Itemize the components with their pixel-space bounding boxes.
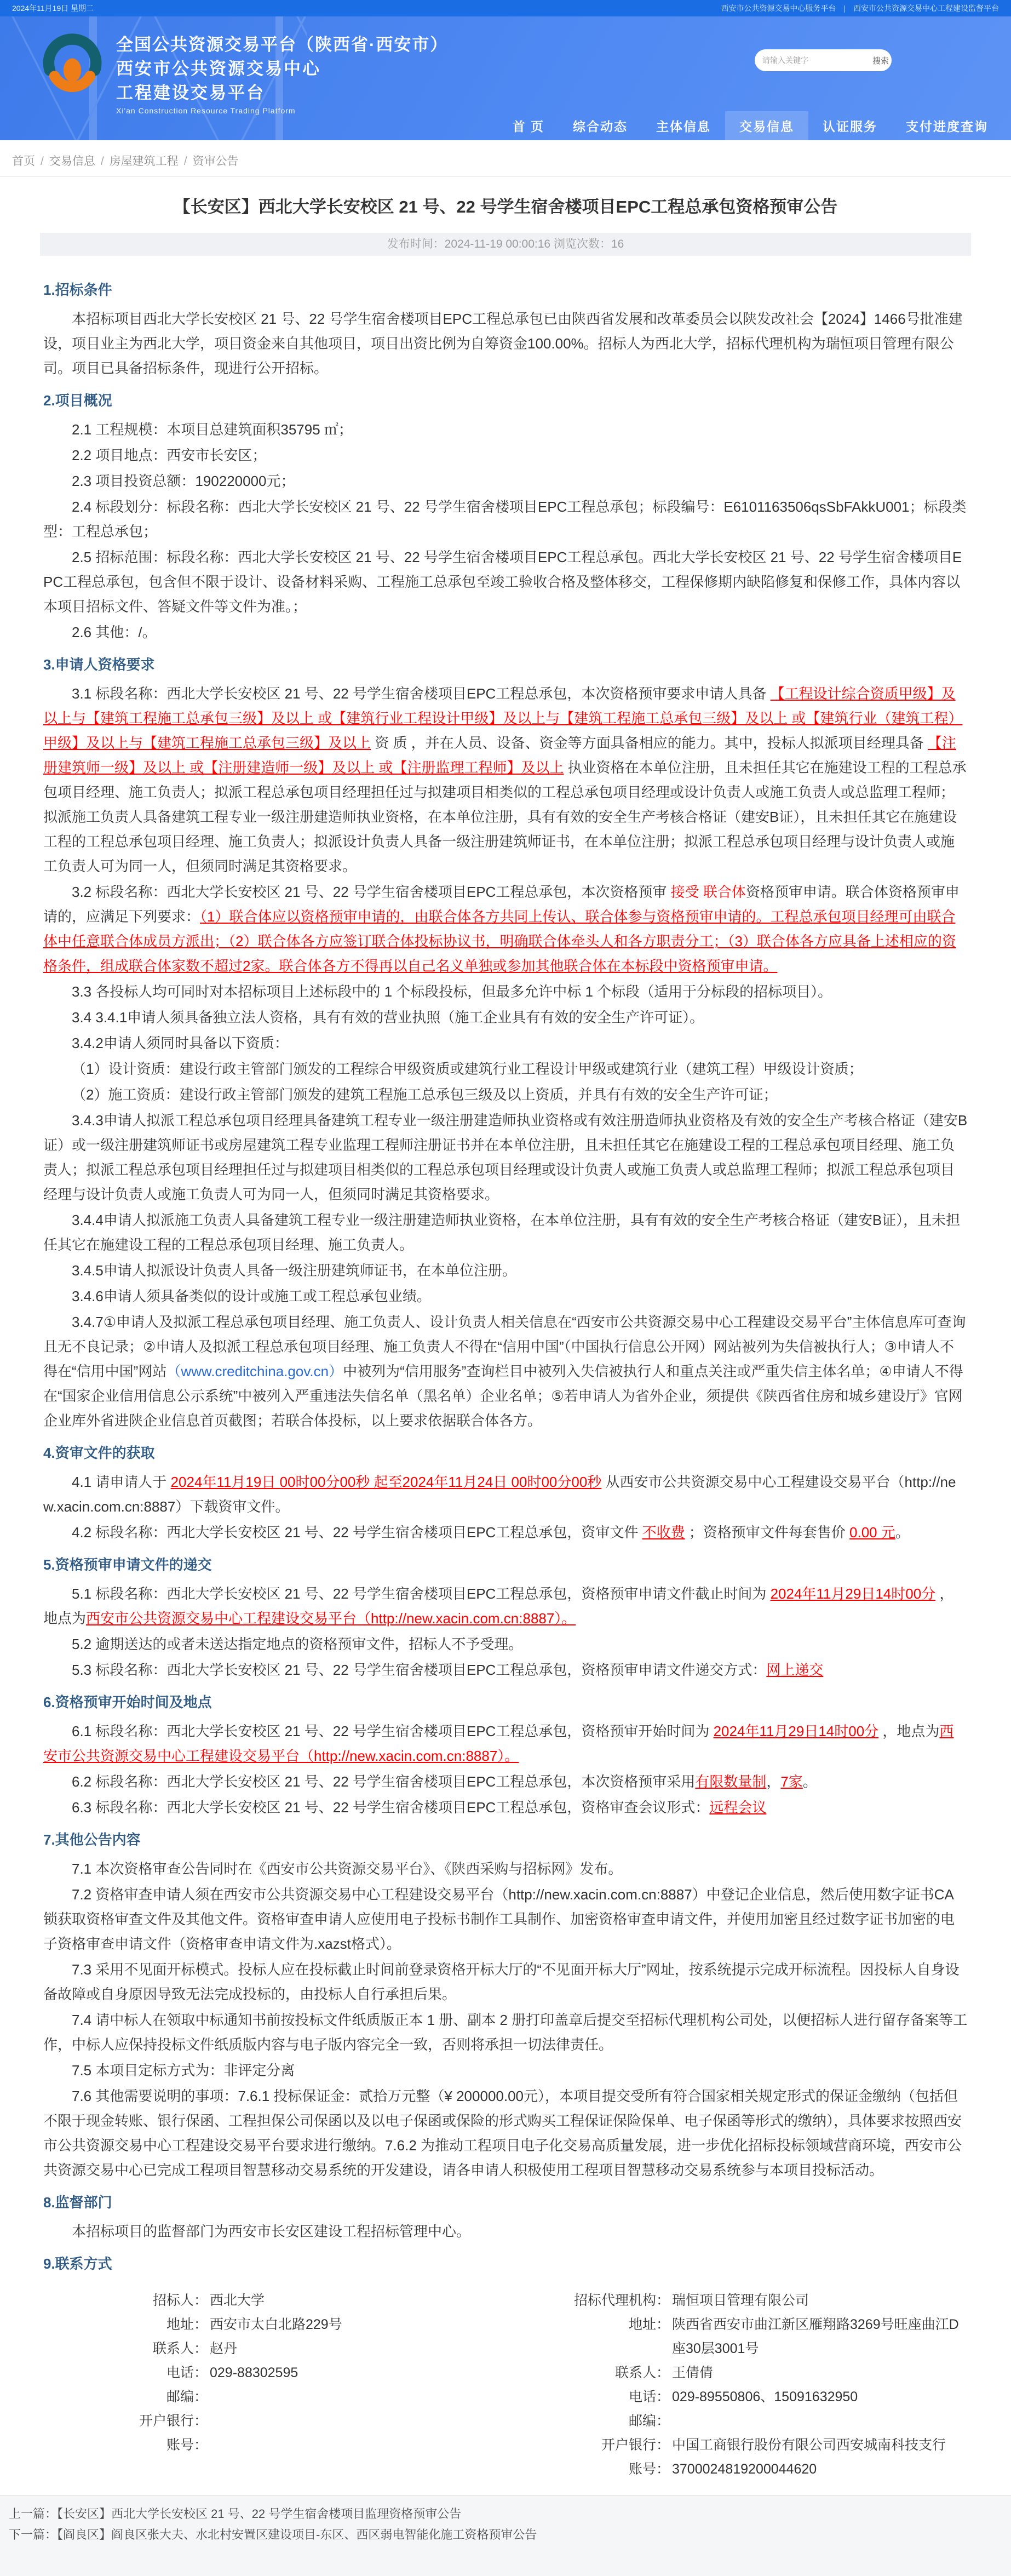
title-english: Xi'an Construction Resource Trading Platform: [116, 106, 296, 115]
paragraph: [43, 443, 968, 468]
breadcrumb-item[interactable]: 房屋建筑工程: [109, 155, 179, 168]
contact-label: 联系人：: [614, 2365, 670, 2380]
text-run: 6.3 标段名称：西北大学长安校区 21 号、22 号学生宿舍楼项目EPC工程总承包，资格审查会议形式：: [72, 1799, 710, 1816]
section-heading: 9.联系方式: [43, 2256, 112, 2272]
section-heading: 5.资格预审申请文件的递交: [43, 1556, 212, 1573]
text-run: 3.4.5申请人拟派设计负责人具备一级注册建筑师证书，在本单位注册。: [72, 1262, 516, 1279]
text-run: 2.6 其他：/。: [72, 624, 157, 640]
publish-meta: 发布时间：2024-11-19 00:00:16 浏览次数：16: [40, 233, 971, 256]
contact-value: 中国工商银行股份有限公司西安城南科技支行: [672, 2437, 946, 2453]
divider: /: [183, 155, 187, 168]
section-heading: 3.申请人资格要求: [43, 656, 155, 673]
paragraph: [43, 2058, 968, 2083]
section-heading: 4.资审文件的获取: [43, 1445, 155, 1461]
announcement-article: [40, 196, 971, 2495]
title-platform: 工程建设交易平台: [116, 83, 265, 102]
paragraph: [43, 545, 968, 619]
paragraph: [43, 1083, 968, 1107]
paragraph: [43, 1470, 968, 1519]
highlighted-text: 西安市公共资源交易中心工程建设交易平台（http://new.xacin.com.cn:8887）。: [43, 1723, 954, 1764]
contact-row: [43, 2312, 506, 2337]
site-logo-icon: [43, 33, 102, 105]
paragraph: [43, 2219, 968, 2244]
text-run: 7.6 其他需要说明的事项：7.6.1 投标保证金：贰拾万元整（¥ 200000.00元），本项目提交受所有符合国家相关规定形式的保证金缴纳（包括但不限于现金转账、银行保函、工程担保公司保函以及以电子保函或保险的形式购买工程保证保险保单、电子保函等形式的缴纳），具体要求按照西安市公共资源交易中心工程建设交易平台要求进行缴纳。7.6.2 为推动工程项目电子化交易高质量发展，进一步优化招标投标领域营商环境，西安市公共资源交易中心已完成工程项目智慧移动交易系统的开发建设，请各申请人积极使用工程项目智慧移动交易系统参与本项目投标活动。: [43, 2088, 962, 2178]
text-run: 从西安市公共资源交易中心工程建设交易平台（http://new.xacin.com.cn:8887）下载资审文件。: [43, 1474, 956, 1515]
text-run: 本招标项目的监督部门为西安市长安区建设工程招标管理中心。: [72, 2223, 471, 2240]
text-run: 3.2 标段名称：西北大学长安校区 21 号、22 号学生宿舍楼项目EPC工程总承包，本次资格预审: [72, 884, 671, 900]
text-run: 2.4 标段划分：标段名称：西北大学长安校区 21 号、22 号学生宿舍楼项目EPC工程总承包；标段编号：E6101163506qsSbFAkkU001；标段类型：工程总承包；: [43, 499, 967, 540]
contact-label: 邮编：: [628, 2413, 670, 2429]
highlighted-text: 0.00 元: [849, 1524, 895, 1541]
title-center: 西安市公共资源交易中心: [116, 59, 321, 78]
paragraph: [43, 2084, 968, 2183]
paragraph: [43, 1957, 968, 2007]
contact-value: 西安市太白北路229号: [210, 2317, 342, 2332]
paragraph: [43, 1658, 968, 1682]
highlighted-text: 接受: [670, 884, 699, 900]
contact-label: 电话：: [166, 2365, 208, 2380]
contact-row: [506, 2312, 968, 2361]
nav-item[interactable]: 主体信息: [656, 119, 711, 134]
text-run: 3.4 3.4.1申请人须具备独立法人资格，具有有效的营业执照（施工企业具有有效的安全生产许可证）。: [72, 1009, 704, 1026]
supervision-platform-link[interactable]: 西安市公共资源交易中心工程建设监督平台: [853, 4, 999, 13]
section-heading: 8.监督部门: [43, 2194, 112, 2211]
contact-label: 联系人：: [152, 2341, 208, 2356]
section-heading: 2.项目概况: [43, 392, 112, 409]
contact-row: [43, 2361, 506, 2385]
paragraph: [43, 1882, 968, 1956]
contact-row: [506, 2409, 968, 2433]
text-run: 3.4.2申请人须同时具备以下资质：: [72, 1035, 289, 1051]
highlighted-text: 远程会议: [709, 1799, 767, 1816]
text-run: ；资格预审文件每套售价: [685, 1524, 850, 1541]
text-run: 执业资格在本单位注册，且未担任其它在施建设工程的工程总承包项目经理、施工负责人；拟派工程总承包项目经理担任过与拟建项目相类似的工程总承包项目经理或设计负责人或施工负责人或总监理工程师；拟派施工负责人具备建筑工程专业一级注册建造师执业资格，在本单位注册，具有有效的安全生产考核合格证（建安B证），且未担任其它在施建设工程的工程总承包项目经理、施工负责人；拟派设计负责人具备一级注册建筑师证书，在本单位注册；拟派工程总承包项目经理与设计负责人或施工负责人可为同一人，但须同时满足其资格要求。: [43, 759, 967, 874]
text-run: 3.1 标段名称：西北大学长安校区 21 号、22 号学生宿舍楼项目EPC工程总承包，本次资格预审要求申请人具备: [72, 685, 771, 702]
contact-label: 电话：: [628, 2389, 670, 2405]
text-run: 5.2 逾期送达的或者未送达指定地点的资格预审文件，招标人不予受理。: [72, 1636, 523, 1652]
paragraph: [43, 2008, 968, 2057]
section-heading: 7.其他公告内容: [43, 1831, 141, 1848]
text-run: ，地点为: [43, 1585, 954, 1627]
breadcrumb-item: 资审公告: [192, 155, 239, 168]
paragraph: [43, 620, 968, 645]
bottom-space: [0, 2560, 1011, 2576]
paragraph: [43, 1208, 968, 1257]
divider: /: [41, 155, 44, 168]
title-national: 全国公共资源交易平台（陕西省·西安市）: [116, 35, 449, 54]
contact-label: 地址：: [166, 2317, 208, 2332]
contact-row: [43, 2288, 506, 2312]
contact-row: [506, 2433, 968, 2457]
contact-label: 账号：: [166, 2437, 208, 2453]
section-heading: 6.资格预审开始时间及地点: [43, 1694, 212, 1710]
text-run: 5.3 标段名称：西北大学长安校区 21 号、22 号学生宿舍楼项目EPC工程总承包，资格预审申请文件递交方式：: [72, 1662, 767, 1678]
paragraph: [43, 880, 968, 978]
text-run: 资格预审申请。联合体资格预审申请的，应满足下列要求：: [43, 884, 960, 925]
contact-value: 3700024819200044620: [672, 2461, 817, 2477]
contact-row: [43, 2433, 506, 2457]
paragraph: [43, 1310, 968, 1433]
paragraph: [43, 1719, 968, 1768]
section-heading: 1.招标条件: [43, 282, 112, 298]
divider: [0, 176, 1011, 177]
paragraph: [43, 1582, 968, 1631]
paragraph: [43, 1520, 968, 1545]
text-run: 7.1 本次资格审查公告同时在《西安市公共资源交易平台》、《陕西采购与招标网》发布。: [72, 1861, 623, 1877]
paragraph: [43, 682, 968, 879]
search-button[interactable]: 搜索: [872, 56, 889, 66]
contact-row: [506, 2361, 968, 2385]
paragraph: [43, 1005, 968, 1030]
text-run: [699, 884, 703, 900]
text-run: 5.1 标段名称：西北大学长安校区 21 号、22 号学生宿舍楼项目EPC工程总承包，资格预审申请文件截止时间为: [72, 1585, 771, 1602]
paragraph: [43, 1632, 968, 1657]
highlighted-text: 网上递交: [766, 1662, 824, 1678]
text-run: 7.2 资格审查申请人须在西安市公共资源交易中心工程建设交易平台（http://new.xacin.com.cn:8887）中登记企业信息，然后使用数字证书CA锁获取资格审查文件及其他文件。资格审查申请人应使用电子投标书制作工具制作、加密资格审查申请文件，并使用加密且经过数字证书加密的电子资格审查申请文件（资格审查申请文件为.xazst格式）。: [43, 1886, 955, 1952]
prev-article-link[interactable]: 上一篇：【长安区】西北大学长安校区 21 号、22 号学生宿舍楼项目监理资格预审公告: [9, 2507, 462, 2521]
paragraph: [43, 1795, 968, 1820]
text-run: 2.2 项目地点：西安市长安区；: [72, 447, 267, 463]
divider: |: [843, 4, 846, 13]
text-run: 。: [802, 1773, 817, 1790]
highlighted-text: 西安市公共资源交易中心工程建设交易平台（http://new.xacin.com.cn:8887）。: [86, 1610, 576, 1627]
contact-label: 招标代理机构：: [573, 2293, 670, 2308]
text-run: 4.1 请申请人于: [72, 1474, 171, 1490]
page-title: 【长安区】西北大学长安校区 21 号、22 号学生宿舍楼项目EPC工程总承包资格预审公告: [173, 197, 838, 216]
contact-value: [208, 2433, 506, 2457]
text-run: （1）设计资质：建设行政主管部门颁发的工程综合甲级资质或建筑行业工程设计甲级或建筑行业（建筑工程）甲级设计资质；: [72, 1061, 863, 1077]
highlighted-text: 2024年11月29日14时00分: [713, 1723, 879, 1739]
paragraph: [43, 980, 968, 1004]
highlighted-text: 有限数量制: [695, 1773, 767, 1790]
text-run: 3.4.3申请人拟派工程总承包项目经理具备建筑工程专业一级注册建造师执业资格或有效注册造师执业资格及有效的安全生产考核合格证（建安B证）或一级注册建筑师证书或房屋建筑工程专业监理工程师注册证书并在本单位注册，且未担任其它在施建设工程的工程总承包项目经理、施工负责人；拟派工程总承包项目经理担任过与拟建项目相类似的工程总承包项目经理或设计负责人或施工负责人或总监理工程师；拟派工程总承包项目经理与设计负责人或施工负责人可为同一人，但须同时满足其资格要求。: [43, 1112, 968, 1203]
next-article-link[interactable]: 下一篇：【阎良区】阎良区张大夫、水北村安置区建设项目-东区、西区弱电智能化施工资格预审公告: [9, 2528, 537, 2541]
breadcrumb-item[interactable]: 首页: [12, 155, 35, 168]
breadcrumb-wrap: [0, 140, 1011, 176]
contact-value: [208, 2385, 506, 2409]
text-run: 中被列为“信用服务”查询栏目中被列入失信被执行人和重点关注或严重失信主体名单；④申请人不得在“国家企业信用信息公示系统”中被列入严重违法失信名单（黑名单）企业名单；⑤若申请人为省外企业，须提供《陕西省住房和城乡建设厅》官网企业库外省进陕企业信息首页截图；若联合体投标，以上要求依据联合体各方。: [43, 1363, 963, 1429]
contact-value: 瑞恒项目管理有限公司: [672, 2293, 809, 2308]
text-run: 2.1 工程规模：本项目总建筑面积35795 ㎡；: [72, 421, 353, 438]
contact-value: 029-88302595: [210, 2365, 298, 2380]
text-run: 7.5 本项目定标方式为：非评定分离: [72, 2062, 295, 2079]
inline-link[interactable]: （www.creditchina.gov.cn）: [166, 1363, 343, 1379]
nav-item[interactable]: 交易信息: [725, 111, 808, 140]
contact-value: 赵丹: [210, 2341, 238, 2356]
text-run: 4.2 标段名称：西北大学长安校区 21 号、22 号学生宿舍楼项目EPC工程总承包，资审文件: [72, 1524, 642, 1541]
paragraph: [43, 1057, 968, 1081]
search-box: [755, 49, 892, 71]
text-run: 。: [895, 1524, 910, 1541]
contact-row: [506, 2288, 968, 2312]
contact-value: [670, 2409, 968, 2433]
text-run: 7.4 请中标人在领取中标通知书前按投标文件纸质版正本 1 册、副本 2 册打印盖章后提交至招标代理机构公司处，以便招标人进行留存备案等工作，中标人应保持投标文件纸质版内容与电子版内容完全一致，否则将承担一切法律责任。: [43, 2012, 968, 2053]
text-run: 3.4.4申请人拟派施工负责人具备建筑工程专业一级注册建造师执业资格，在本单位注册，具有有效的安全生产考核合格证（建安B证），且未担任其它在施建设工程的工程总承包项目经理、施工负责人。: [43, 1212, 961, 1253]
contact-row: [43, 2385, 506, 2409]
contact-table: [40, 2286, 971, 2495]
text-run: 6.1 标段名称：西北大学长安校区 21 号、22 号学生宿舍楼项目EPC工程总承包，资格预审开始时间为: [72, 1723, 714, 1739]
search-input[interactable]: [762, 56, 861, 65]
paragraph: [43, 1770, 968, 1794]
paragraph: [43, 1108, 968, 1207]
highlighted-text: 2024年11月29日14时00分: [770, 1585, 936, 1602]
contact-label: 地址：: [628, 2317, 670, 2332]
paragraph: [43, 307, 968, 381]
contact-value: 029-89550806、15091632950: [672, 2389, 858, 2405]
text-run: 3.3 各投标人均可同时对本招标项目上述标段中的 1 个标段投标，但最多允许中标 1 个标段（适用于分标段的招标项目）。: [72, 983, 832, 1000]
contact-label: 邮编：: [166, 2389, 208, 2405]
main-nav: [498, 111, 1002, 140]
contact-row: [506, 2457, 968, 2481]
paragraph: [43, 417, 968, 442]
contact-value: [208, 2409, 506, 2433]
contact-value: 王倩倩: [672, 2365, 714, 2380]
text-run: 2.3 项目投资总额：190220000元；: [72, 473, 295, 489]
brand: [43, 33, 448, 115]
site-header: [0, 16, 1011, 140]
contact-label: 招标人：: [152, 2293, 208, 2308]
text-run: 3.4.6申请人须具备类似的设计或施工或工程总承包业绩。: [72, 1288, 431, 1304]
paragraph: [43, 1857, 968, 1881]
paragraph: [43, 1031, 968, 1056]
nav-item[interactable]: 支付进度查询: [906, 119, 988, 134]
highlighted-text: 不收费: [642, 1524, 685, 1541]
highlighted-text: 【工程设计综合资质甲级】及以上与【建筑工程施工总承包三级】及以上 或【建筑行业工程设计甲级】及以上与【建筑工程施工总承包三级】及以上 或【建筑行业（建筑工程）甲级】及以上与【建筑工程施工总承包三级】及以上: [43, 685, 963, 751]
paragraph: [43, 469, 968, 494]
contact-row: [43, 2337, 506, 2361]
article-body: [40, 256, 971, 2286]
contact-label: 账号：: [628, 2461, 670, 2477]
breadcrumb-item[interactable]: 交易信息: [49, 155, 95, 168]
nav-item[interactable]: 综合动态: [573, 119, 628, 134]
contact-value: 陕西省西安市曲江新区雁翔路3269号旺座曲江D座30层3001号: [672, 2317, 959, 2356]
contact-label: 开户银行：: [601, 2437, 670, 2453]
paragraph: [43, 1284, 968, 1309]
breadcrumb: [12, 152, 999, 169]
current-date: 2024年11月19日 星期二: [12, 4, 94, 13]
text-run: 本招标项目西北大学长安校区 21 号、22 号学生宿舍楼项目EPC工程总承包已由陕西省发展和改革委员会以陕发改社会【2024】1466号批准建设，项目业主为西北大学，项目资金来自其他项目，项目出资比例为自筹资金100.00%。招标人为西北大学，招标代理机构为瑞恒项目管理有限公司。项目已具备招标条件，现进行公开招标。: [43, 311, 963, 376]
highlighted-text: 联合体: [703, 884, 746, 900]
site-titles: [116, 33, 448, 115]
contact-row: [506, 2385, 968, 2409]
service-platform-link[interactable]: 西安市公共资源交易中心服务平台: [721, 4, 836, 13]
text-run: 6.2 标段名称：西北大学长安校区 21 号、22 号学生宿舍楼项目EPC工程总承包，本次资格预审采用: [72, 1773, 696, 1790]
highlighted-text: 2024年11月19日 00时00分00秒 起至2024年11月24日 00时00分00秒: [170, 1474, 602, 1490]
contact-col-agency: [506, 2288, 968, 2481]
contact-value: 西北大学: [210, 2293, 265, 2308]
top-links: [721, 3, 999, 14]
top-bar: [0, 0, 1011, 16]
text-run: ，地点为: [878, 1723, 940, 1739]
text-run: 资 质 ，并在人员、设备、资金等方面具备相应的能力。其中，投标人拟派项目经理具备: [371, 735, 928, 751]
paragraph: [43, 1258, 968, 1283]
divider: /: [100, 155, 104, 168]
highlighted-text: 7家: [780, 1773, 803, 1790]
contact-col-tenderer: [43, 2288, 506, 2481]
text-run: （2）施工资质：建设行政主管部门颁发的建筑工程施工总承包三级及以上资质，并具有有效的安全生产许可证；: [72, 1086, 778, 1103]
highlighted-text: （1）联合体应以资格预审申请的，由联合体各方共同上传认、联合体参与资格预审申请的。工程总承包项目经理可由联合体中任意联合体成员方派出；（2）联合体各方应签订联合体投标协议书，明确联合体牵头人和各方职责分工；（3）联合体各方应具备上述相应的资格条件，组成联合体家数不超过2家。联合体各方不得再以自己名义单独或参加其他联合体在本标段中资格预审申请。: [43, 908, 956, 974]
text-run: 2.5 招标范围：标段名称：西北大学长安校区 21 号、22 号学生宿舍楼项目EPC工程总承包。西北大学长安校区 21 号、22 号学生宿舍楼项目EPC工程总承包，包含但不限于设计、设备材料采购、工程施工总承包至竣工验收合格及整体移交，工程保修期内缺陷修复和保修工作，具体内容以本项目招标文件、答疑文件等文件为准。；: [43, 549, 962, 615]
text-run: ，: [766, 1773, 781, 1790]
text-run: 3.4.7①申请人及拟派工程总承包项目经理、施工负责人、设计负责人相关信息在“西安市公共资源交易中心工程建设交易平台”主体信息库可查询且无不良记录；②申请人及拟派工程总承包项目经理、施工负责人不得在“信用中国”（中国执行信息公开网）网站被列为失信被执行人；③申请人不得在“信用中国”网站: [43, 1314, 966, 1379]
contact-label: 开户银行：: [139, 2413, 208, 2429]
paragraph: [43, 495, 968, 544]
highlighted-text: 【注册建筑师一级】及以上 或【注册建造师一级】及以上 或【注册监理工程师】及以上: [43, 735, 956, 776]
nav-item[interactable]: 首 页: [512, 119, 544, 134]
page-footer: [0, 2495, 1011, 2560]
nav-item[interactable]: 认证服务: [823, 119, 877, 134]
contact-row: [43, 2409, 506, 2433]
text-run: 7.3 采用不见面开标模式。投标人应在投标截止时间前登录资格开标大厅的“不见面开标大厅”网址，按系统提示完成开标流程。因投标人自身设备故障或自身原因导致无法完成投标的，由投标人自行承担后果。: [43, 1961, 960, 2002]
